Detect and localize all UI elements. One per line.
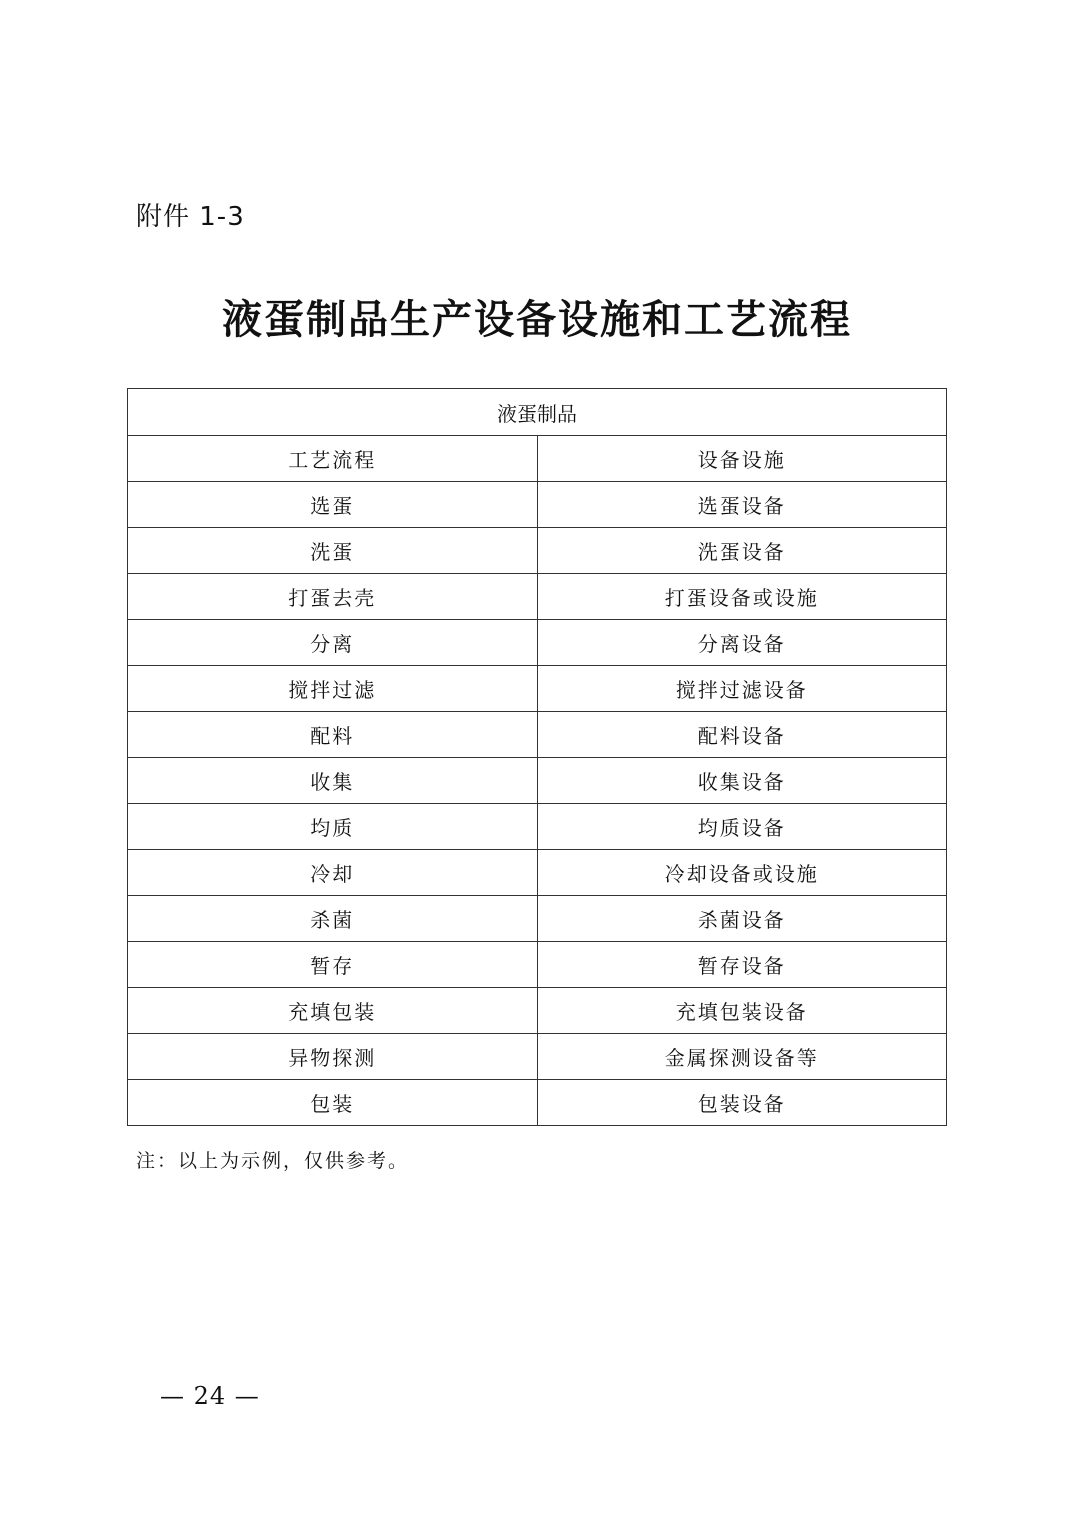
table-column-header-row bbox=[128, 436, 947, 482]
process-step-cell: 均质 bbox=[128, 804, 538, 850]
process-step-cell: 洗蛋 bbox=[128, 528, 538, 574]
process-step-cell: 配料 bbox=[128, 712, 538, 758]
table-row bbox=[128, 804, 947, 850]
table-title-row bbox=[128, 389, 947, 436]
table-row bbox=[128, 666, 947, 712]
process-step-cell: 包装 bbox=[128, 1080, 538, 1126]
process-step-cell: 充填包装 bbox=[128, 988, 538, 1034]
equipment-cell: 均质设备 bbox=[537, 804, 947, 850]
table-row bbox=[128, 574, 947, 620]
table-row bbox=[128, 896, 947, 942]
column-header-process: 工艺流程 bbox=[128, 436, 538, 482]
process-step-cell: 异物探测 bbox=[128, 1034, 538, 1080]
table-row bbox=[128, 620, 947, 666]
equipment-cell: 包装设备 bbox=[537, 1080, 947, 1126]
equipment-cell: 金属探测设备等 bbox=[537, 1034, 947, 1080]
equipment-cell: 充填包装设备 bbox=[537, 988, 947, 1034]
table-title: 液蛋制品 bbox=[128, 389, 947, 436]
process-step-cell: 选蛋 bbox=[128, 482, 538, 528]
document-title: 液蛋制品生产设备设施和工艺流程 bbox=[222, 296, 852, 343]
table-row bbox=[128, 942, 947, 988]
equipment-cell: 杀菌设备 bbox=[537, 896, 947, 942]
process-equipment-table-container bbox=[127, 388, 947, 1126]
equipment-cell: 分离设备 bbox=[537, 620, 947, 666]
table-row bbox=[128, 850, 947, 896]
process-step-cell: 冷却 bbox=[128, 850, 538, 896]
equipment-cell: 搅拌过滤设备 bbox=[537, 666, 947, 712]
column-header-equipment: 设备设施 bbox=[537, 436, 947, 482]
equipment-cell: 打蛋设备或设施 bbox=[537, 574, 947, 620]
table-row bbox=[128, 1080, 947, 1126]
page-number: — 24 — bbox=[160, 1382, 260, 1410]
table-row bbox=[128, 1034, 947, 1080]
process-step-cell: 杀菌 bbox=[128, 896, 538, 942]
process-step-cell: 收集 bbox=[128, 758, 538, 804]
process-step-cell: 分离 bbox=[128, 620, 538, 666]
table-row bbox=[128, 988, 947, 1034]
table-row bbox=[128, 758, 947, 804]
equipment-cell: 收集设备 bbox=[537, 758, 947, 804]
process-equipment-table bbox=[127, 388, 947, 1126]
process-step-cell: 搅拌过滤 bbox=[128, 666, 538, 712]
table-row bbox=[128, 482, 947, 528]
table-footnote: 注：以上为示例，仅供参考。 bbox=[136, 1150, 410, 1172]
process-step-cell: 暂存 bbox=[128, 942, 538, 988]
attachment-label: 附件 1-3 bbox=[136, 202, 245, 232]
equipment-cell: 洗蛋设备 bbox=[537, 528, 947, 574]
table-row bbox=[128, 712, 947, 758]
equipment-cell: 冷却设备或设施 bbox=[537, 850, 947, 896]
equipment-cell: 暂存设备 bbox=[537, 942, 947, 988]
process-step-cell: 打蛋去壳 bbox=[128, 574, 538, 620]
table-row bbox=[128, 528, 947, 574]
equipment-cell: 选蛋设备 bbox=[537, 482, 947, 528]
equipment-cell: 配料设备 bbox=[537, 712, 947, 758]
